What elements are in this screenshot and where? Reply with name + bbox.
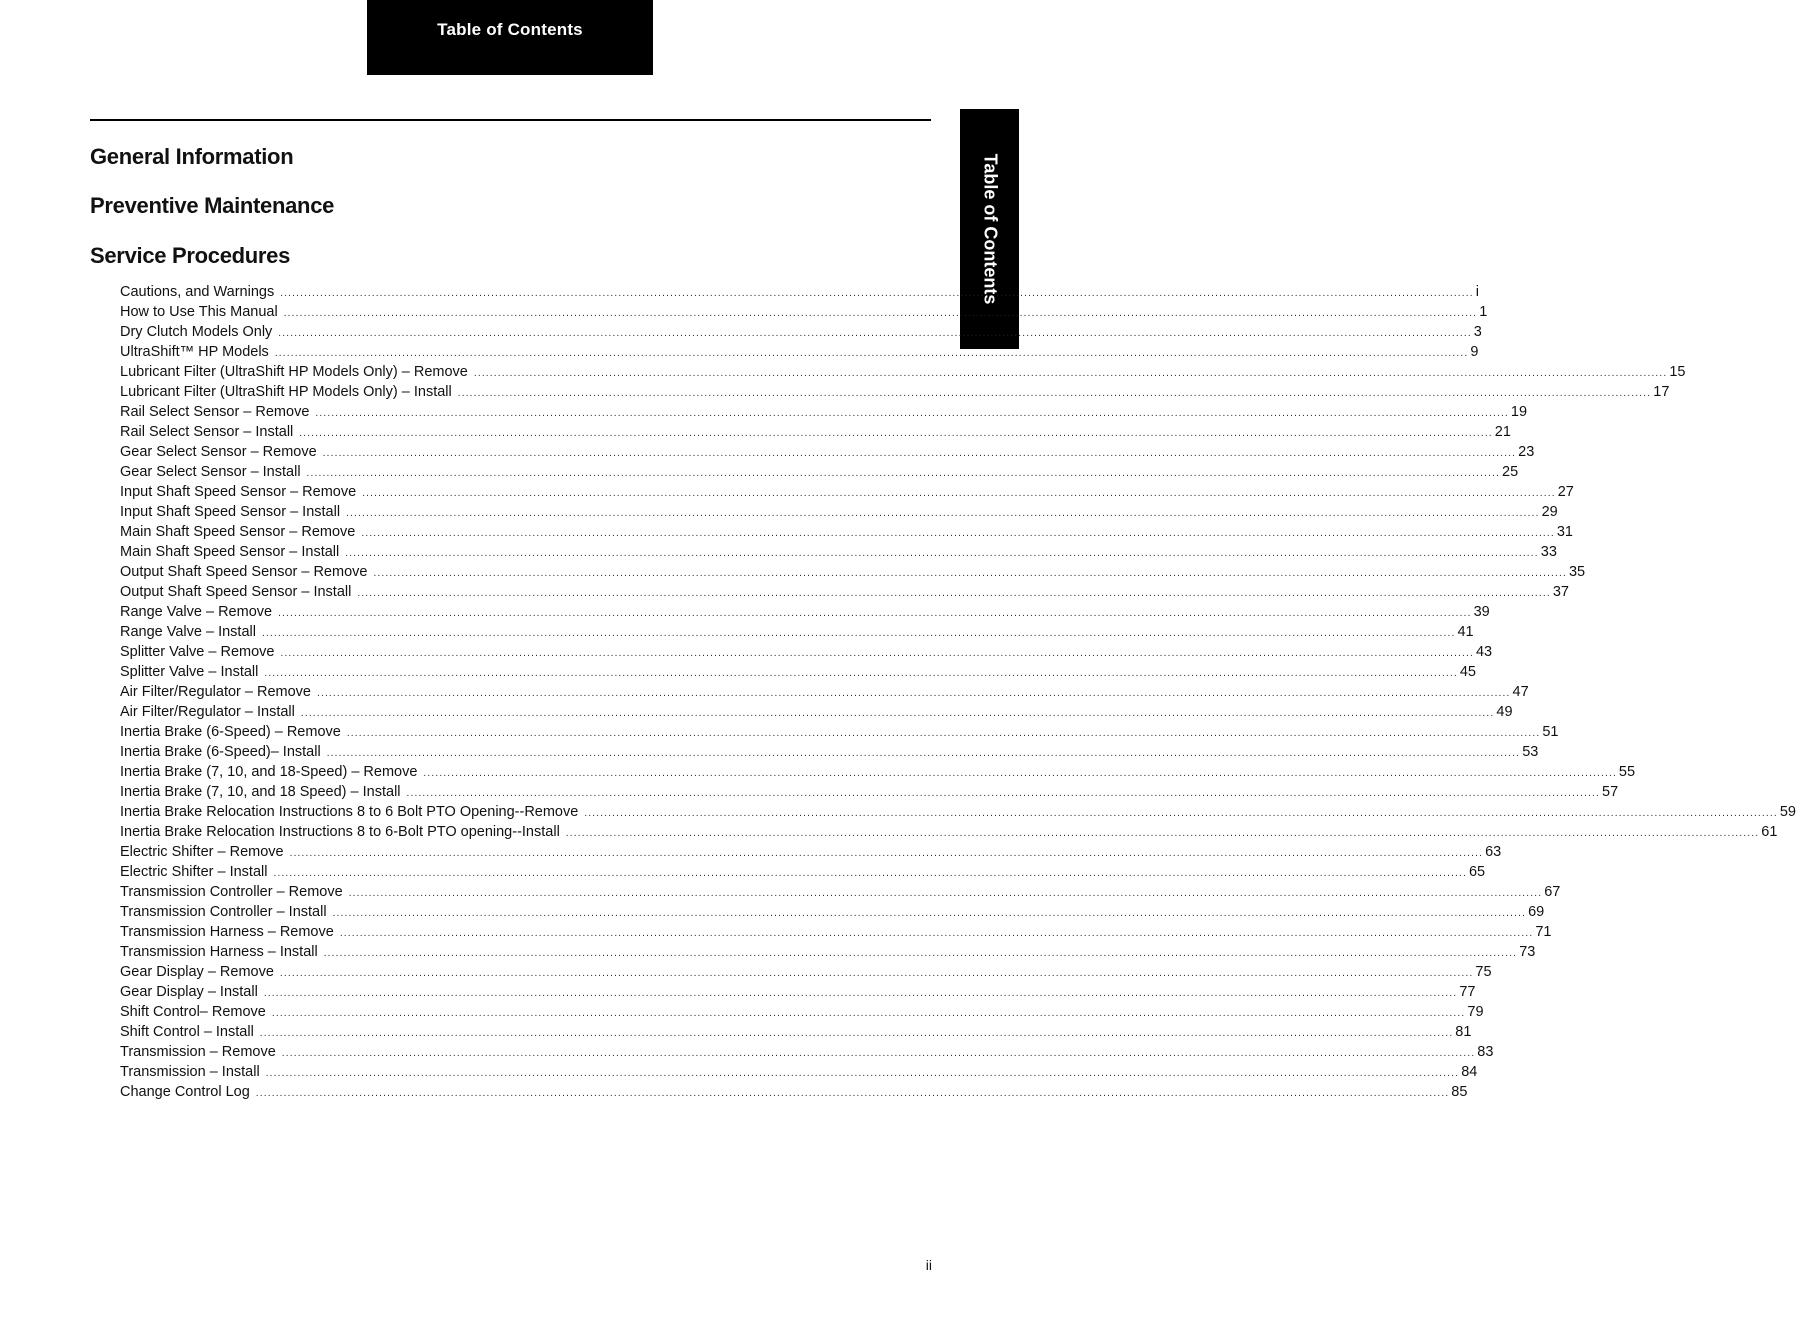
toc-entry-title: Change Control Log — [120, 1084, 250, 1100]
toc-leader-dots: ............................................................................................................................................................................................................................................................................................................ — [280, 288, 1474, 299]
header-tab — [367, 0, 653, 75]
toc-entry-title: Lubricant Filter (UltraShift HP Models Only) – Install — [120, 384, 452, 400]
toc-entry[interactable] — [120, 362, 1686, 382]
toc-entry[interactable] — [120, 802, 1796, 822]
toc-entry-title: Dry Clutch Models Only — [120, 324, 273, 340]
toc-entry-page: i — [1475, 284, 1479, 300]
toc-leader-dots: ............................................................................................................................................................................................................................................................................................................ — [306, 468, 1501, 479]
toc-entry-page: 3 — [1473, 324, 1482, 340]
toc-leader-dots: ............................................................................................................................................................................................................................................................................................................ — [323, 948, 1518, 959]
toc-entry-page: 61 — [1761, 824, 1778, 840]
toc-leader-dots: ............................................................................................................................................................................................................................................................................................................ — [315, 408, 1509, 419]
toc-leader-dots: ............................................................................................................................................................................................................................................................................................................ — [279, 968, 1474, 979]
toc-entry-title: Electric Shifter – Remove — [120, 844, 284, 860]
toc-entry-title: Inertia Brake (6-Speed)– Install — [120, 744, 321, 760]
toc-leader-dots: ............................................................................................................................................................................................................................................................................................................ — [457, 388, 1652, 399]
toc-entry-page: 19 — [1510, 404, 1528, 420]
toc-entry-title: Inertia Brake (7, 10, and 18 Speed) – Install — [120, 784, 401, 800]
toc-entry-title: Main Shaft Speed Sensor – Remove — [120, 524, 356, 540]
toc-entry-title: Splitter Valve – Remove — [120, 644, 275, 660]
toc-leader-dots: ............................................................................................................................................................................................................................................................................................................ — [473, 368, 1668, 379]
toc-entry-title: Transmission Harness – Remove — [120, 924, 334, 940]
toc-leader-dots: ............................................................................................................................................................................................................................................................................................................ — [271, 1008, 1466, 1019]
toc-entry[interactable] — [120, 1062, 1478, 1082]
toc-entry-title: Air Filter/Regulator – Install — [120, 704, 295, 720]
toc-entry-page: 79 — [1467, 1004, 1484, 1020]
toc-entry[interactable] — [120, 502, 1558, 522]
toc-leader-dots: ............................................................................................................................................................................................................................................................................................................ — [299, 428, 1493, 439]
toc-entry[interactable] — [120, 922, 1552, 942]
toc-entry[interactable] — [120, 422, 1511, 442]
toc-leader-dots: ............................................................................................................................................................................................................................................................................................................ — [357, 588, 1551, 599]
toc-entry-title: Air Filter/Regulator – Remove — [120, 684, 311, 700]
toc-entry-page: 85 — [1451, 1084, 1468, 1100]
toc-entry-title: Cautions, and Warnings — [120, 284, 275, 300]
toc-leader-dots: ............................................................................................................................................................................................................................................................................................................ — [278, 328, 1472, 339]
toc-leader-dots: ............................................................................................................................................................................................................................................................................................................ — [283, 308, 1478, 319]
toc-entry-page: 59 — [1779, 804, 1796, 820]
toc-entry-page: 25 — [1502, 464, 1519, 480]
toc-entry[interactable] — [120, 982, 1476, 1002]
toc-leader-dots: ............................................................................................................................................................................................................................................................................................................ — [273, 868, 1467, 879]
toc-entry-title: Gear Select Sensor – Remove — [120, 444, 317, 460]
toc-leader-dots: ............................................................................................................................................................................................................................................................................................................ — [346, 508, 1540, 519]
toc-leader-dots: ............................................................................................................................................................................................................................................................................................................ — [261, 628, 1456, 639]
toc-entry-page: 15 — [1669, 364, 1686, 380]
toc-leader-dots: ............................................................................................................................................................................................................................................................................................................ — [326, 748, 1521, 759]
toc-entry[interactable] — [120, 902, 1545, 922]
toc-entry[interactable] — [120, 662, 1476, 682]
section-heading-preventive-maintenance[interactable]: Preventive Maintenance — [90, 193, 335, 218]
toc-entry-page: 31 — [1556, 524, 1573, 540]
toc-entry-title: Inertia Brake Relocation Instructions 8 to 6 Bolt PTO Opening--Remove — [120, 804, 579, 820]
toc-entry-page: 17 — [1653, 384, 1670, 400]
toc-entry-title: Output Shaft Speed Sensor – Install — [120, 584, 352, 600]
toc-leader-dots: ............................................................................................................................................................................................................................................................................................................ — [565, 828, 1760, 839]
toc-leader-dots: ............................................................................................................................................................................................................................................................................................................ — [406, 788, 1601, 799]
toc-entry-page: 41 — [1457, 624, 1474, 640]
toc-entry[interactable] — [120, 1002, 1484, 1022]
toc-entry-title: Rail Select Sensor – Install — [120, 424, 294, 440]
toc-entry[interactable] — [120, 442, 1535, 462]
toc-leader-dots: ............................................................................................................................................................................................................................................................................................................ — [280, 648, 1474, 659]
toc-entry[interactable] — [120, 882, 1561, 902]
toc-entry-page: 23 — [1518, 444, 1535, 460]
toc-leader-dots: ............................................................................................................................................................................................................................................................................................................ — [373, 568, 1567, 579]
toc-entry-title: Input Shaft Speed Sensor – Remove — [120, 484, 357, 500]
toc-leader-dots: ............................................................................................................................................................................................................................................................................................................ — [274, 348, 1469, 359]
toc-entry-page: 39 — [1473, 604, 1490, 620]
toc-entry-page: 69 — [1528, 904, 1545, 920]
toc-entry-title: Rail Select Sensor – Remove — [120, 404, 310, 420]
toc-leader-dots: ............................................................................................................................................................................................................................................................................................................ — [348, 888, 1543, 899]
toc-entry[interactable] — [120, 1082, 1468, 1102]
toc-entry[interactable] — [120, 602, 1490, 622]
toc-entry-title: Output Shaft Speed Sensor – Remove — [120, 564, 368, 580]
toc-entry-page: 37 — [1552, 584, 1569, 600]
toc-entry-page: 51 — [1542, 724, 1559, 740]
toc-leader-dots: ............................................................................................................................................................................................................................................................................................................ — [423, 768, 1617, 779]
side-tab-label: Table of Contents — [980, 153, 1000, 305]
toc-entry-page: 47 — [1512, 684, 1529, 700]
toc-leader-dots: ............................................................................................................................................................................................................................................................................................................ — [345, 548, 1539, 559]
toc-entry-page: 53 — [1522, 744, 1539, 760]
toc-leader-dots: ............................................................................................................................................................................................................................................................................................................ — [339, 928, 1534, 939]
toc-entry-title: Splitter Valve – Install — [120, 664, 259, 680]
toc-entry-page: 33 — [1540, 544, 1557, 560]
toc-entry-title: Input Shaft Speed Sensor – Install — [120, 504, 341, 520]
toc-entry-page: 29 — [1541, 504, 1558, 520]
toc-entry-page: 57 — [1602, 784, 1619, 800]
toc-entry-title: Lubricant Filter (UltraShift HP Models Only) – Remove — [120, 364, 468, 380]
toc-entry-title: Range Valve – Install — [120, 624, 256, 640]
toc-entry-page: 49 — [1496, 704, 1513, 720]
toc-leader-dots: ............................................................................................................................................................................................................................................................................................................ — [332, 908, 1527, 919]
toc-entry[interactable] — [120, 642, 1493, 662]
toc-entry[interactable] — [120, 822, 1778, 842]
toc-entry-title: Electric Shifter – Install — [120, 864, 268, 880]
toc-entry-title: Gear Display – Remove — [120, 964, 274, 980]
toc-entry-title: Gear Select Sensor – Install — [120, 464, 301, 480]
toc-list — [120, 282, 1796, 1102]
toc-entry[interactable] — [120, 282, 1479, 302]
toc-entry-page: 73 — [1519, 944, 1536, 960]
toc-entry-title: Inertia Brake Relocation Instructions 8 to 6-Bolt PTO opening--Install — [120, 824, 560, 840]
toc-leader-dots: ............................................................................................................................................................................................................................................................................................................ — [361, 528, 1555, 539]
toc-entry-page: 43 — [1475, 644, 1493, 660]
toc-entry-title: Inertia Brake (7, 10, and 18-Speed) – Remove — [120, 764, 418, 780]
toc-entry[interactable] — [120, 762, 1636, 782]
toc-entry[interactable] — [120, 742, 1539, 762]
toc-entry[interactable] — [120, 562, 1586, 582]
toc-entry[interactable] — [120, 842, 1502, 862]
toc-entry-page: 71 — [1535, 924, 1552, 940]
toc-entry-title: Inertia Brake (6-Speed) – Remove — [120, 724, 341, 740]
toc-entry-page: 27 — [1557, 484, 1574, 500]
toc-entry[interactable] — [120, 382, 1670, 402]
toc-entry-title: UltraShift™ HP Models — [120, 344, 269, 360]
toc-entry[interactable] — [120, 1042, 1494, 1062]
toc-entry-page: 9 — [1470, 344, 1479, 360]
page-number: ii — [925, 1257, 932, 1273]
toc-entry[interactable] — [120, 1022, 1472, 1042]
toc-entry[interactable] — [120, 622, 1474, 642]
toc-entry-page: 45 — [1459, 664, 1476, 680]
toc-leader-dots: ............................................................................................................................................................................................................................................................................................................ — [255, 1088, 1450, 1099]
toc-entry-page: 77 — [1459, 984, 1476, 1000]
toc-entry-page: 35 — [1568, 564, 1586, 580]
section-heading-general-information[interactable]: General Information — [90, 144, 294, 169]
toc-leader-dots: ............................................................................................................................................................................................................................................................................................................ — [259, 1028, 1454, 1039]
toc-entry-page: 65 — [1468, 864, 1486, 880]
toc-entry[interactable] — [120, 722, 1559, 742]
toc-entry[interactable] — [120, 322, 1482, 342]
toc-entry-page: 81 — [1455, 1024, 1472, 1040]
toc-entry[interactable] — [120, 522, 1573, 542]
toc-leader-dots: ............................................................................................................................................................................................................................................................................................................ — [322, 448, 1517, 459]
toc-entry-page: 21 — [1494, 424, 1511, 440]
toc-entry[interactable] — [120, 782, 1619, 802]
toc-entry[interactable] — [120, 862, 1486, 882]
toc-entry-title: Transmission Controller – Remove — [120, 884, 343, 900]
toc-entry-title: Transmission Harness – Install — [120, 944, 318, 960]
toc-entry[interactable] — [120, 302, 1488, 322]
toc-entry[interactable] — [120, 582, 1569, 602]
toc-entry[interactable] — [120, 342, 1479, 362]
header-rule — [90, 119, 931, 121]
toc-entry-page: 83 — [1477, 1044, 1494, 1060]
toc-entry-page: 75 — [1475, 964, 1492, 980]
toc-entry-title: Transmission – Install — [120, 1064, 260, 1080]
toc-entry-title: Gear Display – Install — [120, 984, 258, 1000]
toc-entry-page: 55 — [1618, 764, 1636, 780]
toc-entry-title: Transmission – Remove — [120, 1044, 276, 1060]
toc-leader-dots: ............................................................................................................................................................................................................................................................................................................ — [263, 988, 1458, 999]
toc-leader-dots: ............................................................................................................................................................................................................................................................................................................ — [346, 728, 1541, 739]
toc-entry-title: Transmission Controller – Install — [120, 904, 327, 920]
toc-entry-page: 67 — [1544, 884, 1561, 900]
toc-leader-dots: ............................................................................................................................................................................................................................................................................................................ — [362, 488, 1556, 499]
toc-leader-dots: ............................................................................................................................................................................................................................................................................................................ — [584, 808, 1778, 819]
toc-entry[interactable] — [120, 702, 1513, 722]
header-tab-label: Table of Contents — [437, 19, 583, 39]
toc-entry-title: Shift Control– Remove — [120, 1004, 266, 1020]
toc-entry-title: How to Use This Manual — [120, 304, 278, 320]
toc-leader-dots: ............................................................................................................................................................................................................................................................................................................ — [264, 668, 1458, 679]
toc-entry-page: 1 — [1479, 304, 1488, 320]
section-heading-service-procedures[interactable]: Service Procedures — [90, 243, 291, 268]
toc-leader-dots: ............................................................................................................................................................................................................................................................................................................ — [289, 848, 1484, 859]
toc-entry[interactable] — [120, 542, 1557, 562]
toc-leader-dots: ............................................................................................................................................................................................................................................................................................................ — [278, 608, 1472, 619]
toc-entry[interactable] — [120, 962, 1492, 982]
toc-entry-title: Shift Control – Install — [120, 1024, 254, 1040]
toc-entry[interactable] — [120, 942, 1536, 962]
toc-leader-dots: ............................................................................................................................................................................................................................................................................................................ — [317, 688, 1511, 699]
toc-entry[interactable] — [120, 482, 1574, 502]
toc-entry[interactable] — [120, 462, 1519, 482]
toc-entry-title: Main Shaft Speed Sensor – Install — [120, 544, 340, 560]
toc-entry[interactable] — [120, 682, 1529, 702]
toc-leader-dots: ............................................................................................................................................................................................................................................................................................................ — [265, 1068, 1460, 1079]
toc-entry-page: 63 — [1485, 844, 1502, 860]
toc-entry-title: Range Valve – Remove — [120, 604, 273, 620]
toc-leader-dots: ............................................................................................................................................................................................................................................................................................................ — [300, 708, 1495, 719]
toc-leader-dots: ............................................................................................................................................................................................................................................................................................................ — [281, 1048, 1476, 1059]
toc-entry-page: 84 — [1461, 1064, 1478, 1080]
toc-entry[interactable] — [120, 402, 1528, 422]
